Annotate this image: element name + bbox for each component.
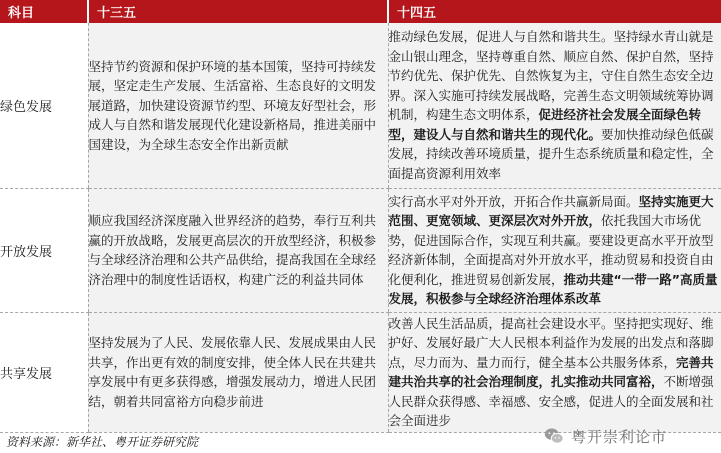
watermark-text: 粤开崇利论市 <box>571 427 668 446</box>
row-13th-plan-text: 顺应我国经济深度融入世界经济的趋势，奉行互利共赢的开放战略，发展更高层次的开放型经济，积极参与全球经济治理和公共产品供给，提高我国在全球经济治理中的制度性话语权，构建广泛的利益共同体 <box>88 188 388 312</box>
wechat-icon <box>543 425 565 447</box>
table-row <box>0 188 721 312</box>
source-note: 资料来源：新华社、粤开证券研究院 <box>6 435 199 449</box>
plan14-text-bold: 推动共建“一带一路”高质量发展，积极参与全球经济治理体系改革 <box>388 271 718 306</box>
plan14-text-bold: 促进经济社会发展全面绿色转型，建设人与自然和谐共生的现代化。 <box>388 107 702 142</box>
table-row <box>0 312 721 432</box>
plan14-text-normal: 要加快推动绿色低碳发展，持续改善环境质量，提升生态系统质量和稳定性，全面提高资源利用效率 <box>388 126 714 181</box>
row-14th-plan-text <box>388 23 721 188</box>
plan14-text-normal: 依托我国大市场优势，促进国际合作，实现互利共赢。要建设更高水平开放型经济新体制，全面提高对外开放水平，推动贸易和投资自由化便利化，推进贸易创新发展， <box>388 213 714 287</box>
row-13th-plan-text: 坚持发展为了人民、发展依靠人民、发展成果由人民共享，作出更有效的制度安排，使全体人民在共建共享发展中有更多获得感，增强发展动力，增进人民团结，朝着共同富裕方向稳步前进 <box>88 312 388 432</box>
header-14th-plan: 十四五 <box>388 0 721 23</box>
row-13th-plan-text: 坚持节约资源和保护环境的基本国策，坚持可持续发展，坚定走生产发展、生活富裕、生态良好的文明发展道路，加快建设资源节约型、环境友好型社会，形成人与自然和谐发展现代化建设新格局，推进美丽中国建设，为全球生态安全作出新贡献 <box>88 23 388 188</box>
header-subject: 科目 <box>0 0 88 23</box>
row-subject: 绿色发展 <box>0 23 88 188</box>
plan14-text-normal: 改善人民生活品质，提高社会建设水平。坚持把实现好、维护好、发展好最广大人民根本利益作为发展的出发点和落脚点，尽力而为、量力而行，健全基本公共服务体系， <box>388 315 714 370</box>
row-14th-plan-text <box>388 188 721 312</box>
plan14-text-normal: 推动绿色发展，促进人与自然和谐共生。坚持绿水青山就是金山银山理念，坚持尊重自然、顺应自然、保护自然，坚持节约优先、保护优先、自然恢复为主，守住自然生态安全边界。深入实施可持续发展战略，完善生态文明领域统筹协调机制，构建生态文明体系， <box>388 29 714 123</box>
plan14-text-normal: 不断增强人民群众获得感、幸福感、安全感，促进人的全面发展和社会全面进步 <box>388 374 714 428</box>
plan14-text-normal: 实行高水平对外开放，开拓合作共赢新局面。 <box>388 193 639 209</box>
watermark <box>543 421 721 451</box>
table-row <box>0 23 721 188</box>
table-header-row <box>0 0 721 23</box>
plan14-text-bold: 坚持实施更大范围、更宽领域、更深层次对外开放， <box>388 193 714 228</box>
row-subject: 开放发展 <box>0 188 88 312</box>
plan14-text-bold: 完善共建共治共享的社会治理制度，扎实推动共同富裕， <box>388 354 714 389</box>
row-14th-plan-text <box>388 312 721 432</box>
row-subject: 共享发展 <box>0 312 88 432</box>
header-13th-plan: 十三五 <box>88 0 388 23</box>
